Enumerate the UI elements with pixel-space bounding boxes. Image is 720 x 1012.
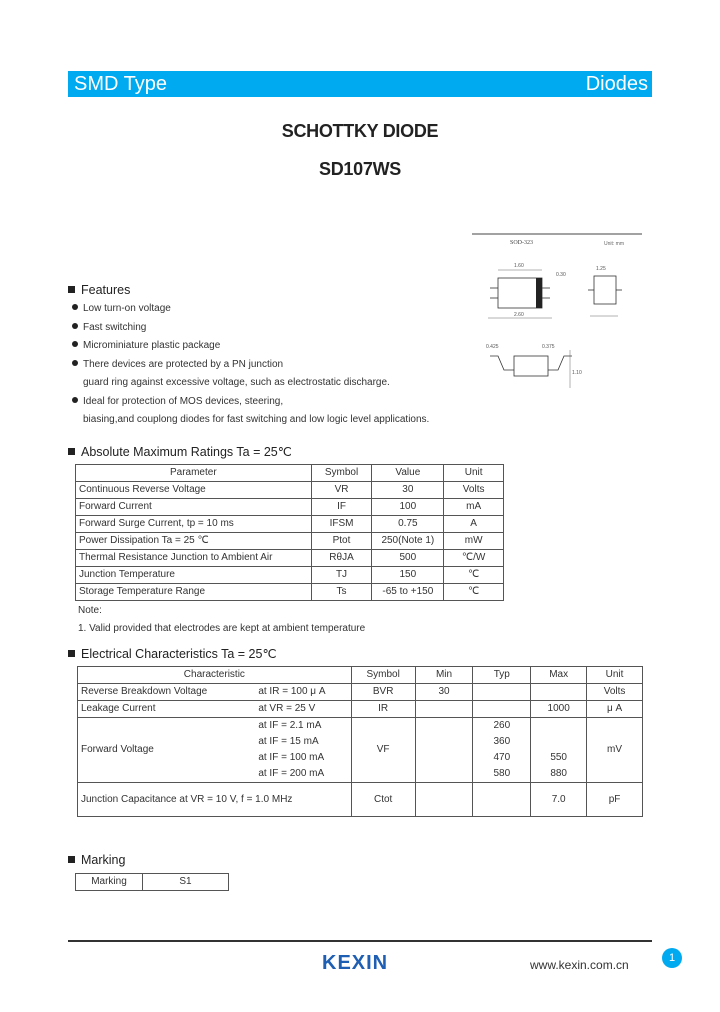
dim-height: 1.25	[596, 266, 606, 272]
table-row: Leakage Current at VR = 25 V IR 1000 μ A	[78, 701, 643, 718]
abs-max-table	[75, 464, 504, 601]
feature-item: Low turn-on voltage	[72, 300, 512, 319]
dim-lead: 0.30	[556, 272, 566, 278]
table-row: Forward Current IF 100 mA	[76, 499, 504, 516]
table-row: Forward Surge Current, tp = 10 ms IFSM 0.75 A	[76, 516, 504, 533]
table-row: Continuous Reverse Voltage VR 30 Volts	[76, 482, 504, 499]
table-row: Thermal Resistance Junction to Ambient Air RθJA 500 ℃/W	[76, 550, 504, 567]
table-row: at IF = 100 mA 470 550	[78, 750, 643, 766]
package-name: SOD-323	[510, 240, 534, 246]
dim-pitch: 0.375	[542, 344, 555, 350]
dim-lead-len: 0.425	[486, 344, 499, 350]
features-list	[72, 300, 512, 430]
header-banner	[68, 71, 652, 97]
bullet-icon	[72, 341, 78, 347]
table-row: Junction Capacitance at VR = 10 V, f = 1.0 MHz Ctot 7.0 pF	[78, 783, 643, 817]
table-header-row: Characteristic Symbol Min Typ Max Unit	[78, 667, 643, 684]
square-bullet-icon	[68, 286, 75, 293]
header-left: SMD Type	[74, 73, 167, 95]
bullet-icon	[72, 304, 78, 310]
table-row: Power Dissipation Ta = 25 ℃ Ptot 250(Note 1) mW	[76, 533, 504, 550]
dim-length: 2.60	[514, 312, 524, 318]
feature-continuation: biasing,and couplong diodes for fast switching and low logic level applications.	[83, 414, 430, 425]
feature-item: Fast switching	[72, 319, 512, 338]
table-header-row: Parameter Symbol Value Unit	[76, 465, 504, 482]
dim-width: 1.60	[514, 263, 524, 269]
table-row: at IF = 15 mA 360	[78, 734, 643, 750]
elec-table	[77, 666, 643, 817]
feature-item: Microminiature plastic package	[72, 337, 512, 356]
package-unit: Unit: mm	[604, 241, 624, 247]
note-text: 1. Valid provided that electrodes are kept at ambient temperature	[78, 623, 366, 634]
dim-total-height: 1.10	[572, 370, 582, 376]
header-right: Diodes	[585, 73, 648, 95]
square-bullet-icon	[68, 448, 75, 455]
page-number: 1	[662, 948, 682, 968]
square-bullet-icon	[68, 856, 75, 863]
abs-max-heading: Absolute Maximum Ratings Ta = 25℃	[68, 444, 292, 459]
part-number: SD107WS	[319, 159, 401, 179]
bullet-icon	[72, 397, 78, 403]
feature-item: Ideal for protection of MOS devices, steering,	[72, 393, 512, 412]
bullet-icon	[72, 323, 78, 329]
table-row: Reverse Breakdown Voltage at IR = 100 μ A BVR 30 Volts	[78, 684, 643, 701]
features-heading: Features	[68, 283, 130, 297]
footer-divider	[68, 940, 652, 942]
doc-title: SCHOTTKY DIODE	[281, 121, 439, 141]
elec-heading: Electrical Characteristics Ta = 25℃	[68, 646, 276, 661]
footer-url[interactable]: www.kexin.com.cn	[530, 958, 629, 972]
company-logo: KEXIN	[322, 952, 389, 974]
bullet-icon	[72, 360, 78, 366]
table-row: at IF = 200 mA 580 880	[78, 766, 643, 783]
square-bullet-icon	[68, 650, 75, 657]
note-title: Note:	[78, 605, 102, 616]
table-row: Marking S1	[76, 874, 229, 891]
table-row: Forward Voltage at IF = 2.1 mA VF 260 mV	[78, 718, 643, 735]
feature-item: There devices are protected by a PN junction	[72, 356, 512, 375]
table-row: Storage Temperature Range Ts -65 to +150 ℃	[76, 584, 504, 601]
marking-heading: Marking	[68, 853, 125, 867]
marking-table	[75, 873, 229, 891]
table-row: Junction Temperature TJ 150 ℃	[76, 567, 504, 584]
feature-continuation: guard ring against excessive voltage, such as electrostatic discharge.	[83, 377, 390, 388]
